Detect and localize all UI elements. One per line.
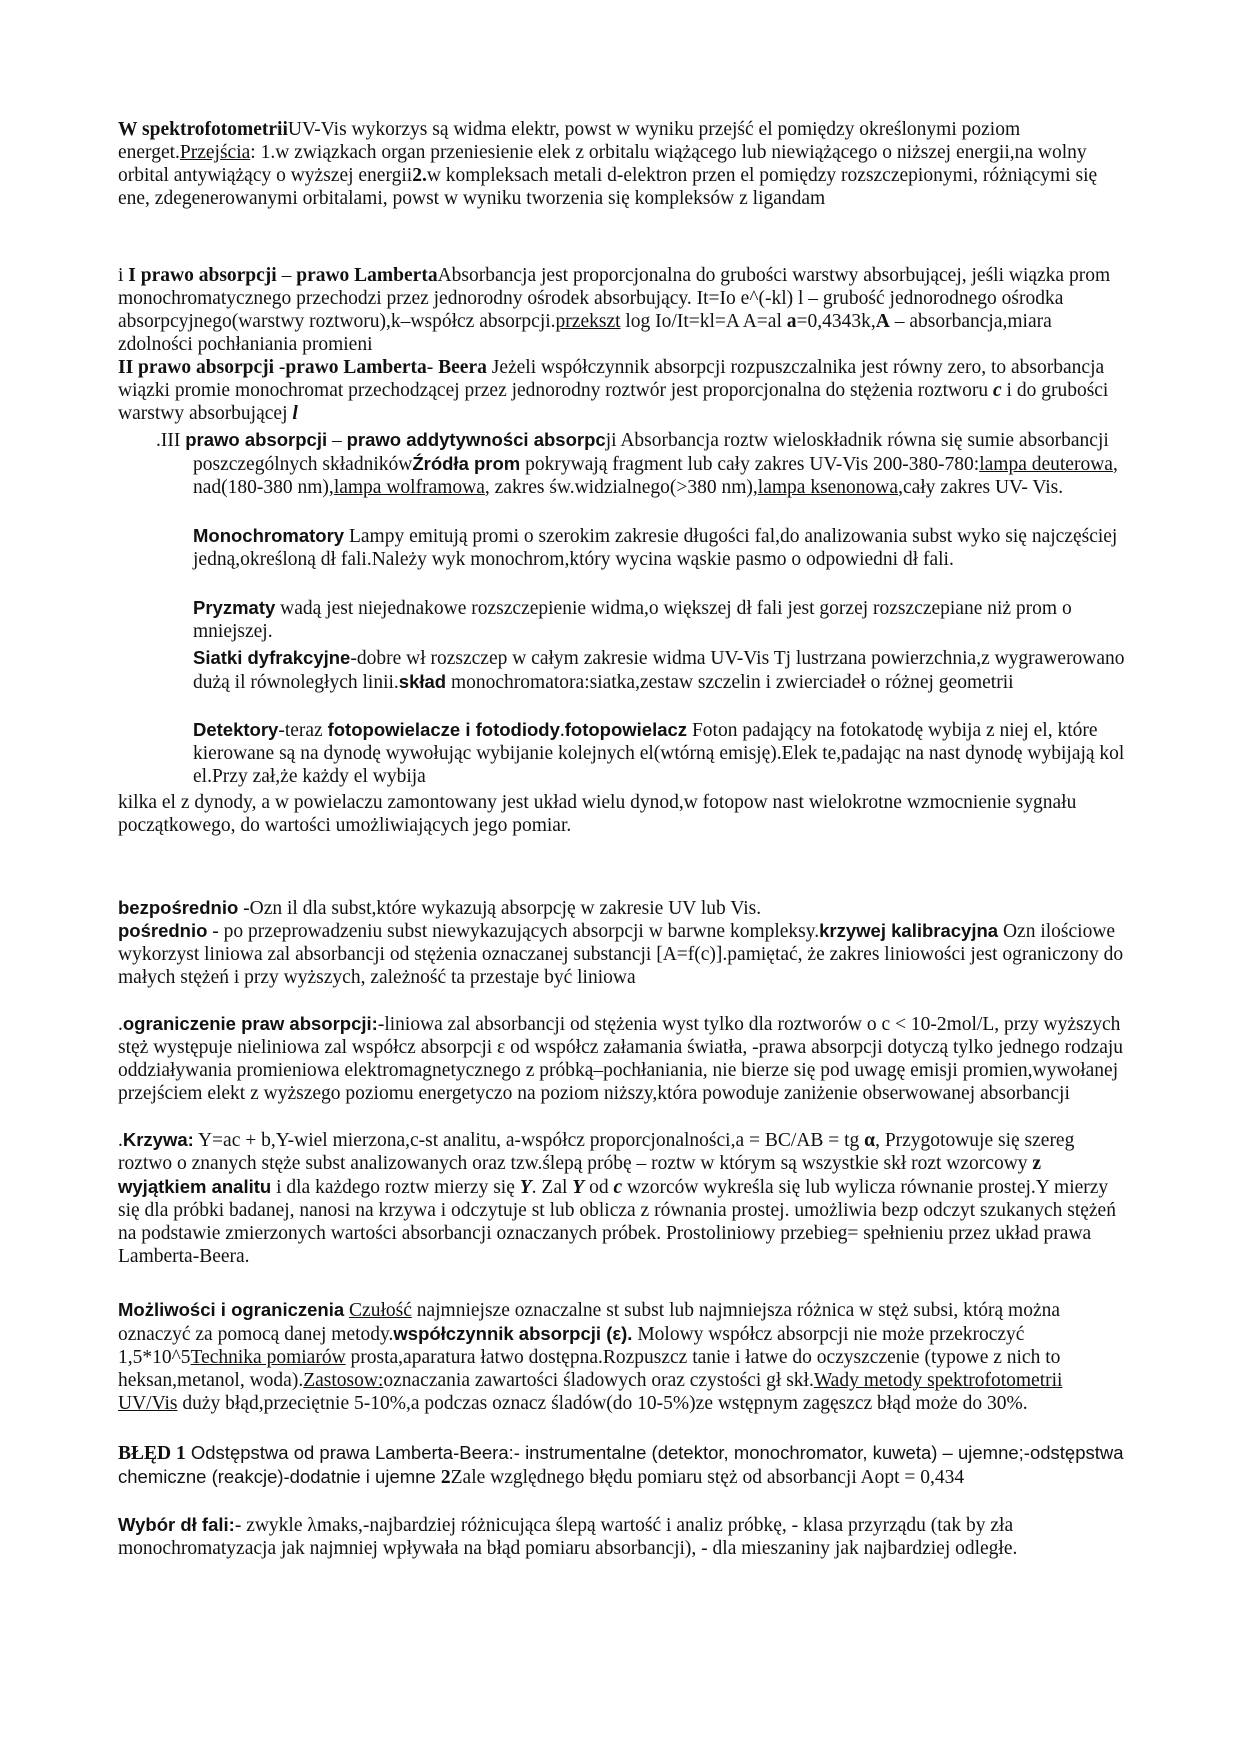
text-run: l [292,403,298,424]
term-detektory: Detektory [193,719,279,740]
term-bezposrednio: bezpośrednio [118,897,239,918]
text-run: UV-Vis wykorzys są widma elektr, powst w wyniku przejść el pomiędzy określonymi poziom energet. [118,119,1021,163]
lamp-xenon: lampa ksenonowa [757,477,899,498]
text-run: - [426,357,439,378]
term-monochromatory: Monochromatory [193,525,345,546]
paragraph-possibilities [118,1298,1126,1415]
text-run: . [118,1014,123,1035]
text-run: c [613,1177,623,1198]
text-run: prosta,aparatura łatwo dostępna.Rozpuszcz tanie i łatwe do oczyszczenie (typowe z nich to heksan,metanol, woda). [118,1347,1061,1391]
paragraph-photomultiplier [118,791,1126,837]
text-run: skład [398,671,447,692]
text-run: , zakres św.widzialnego(>380 nm), [484,477,758,498]
text-run: α [864,1130,876,1151]
term-third-law: prawo absorpcji [185,429,328,450]
term-lambert-law: prawo Lamberta [296,265,438,286]
text-run: prawo Lamberta [285,357,427,378]
paragraph-wavelength [118,1513,1126,1560]
text-run: wadą jest niejednakowe rozszczepienie widma,o większej dł fali jest gorzej rozszczepiane niż prom o mniejszej. [193,598,1072,642]
text-run: . [559,720,565,741]
paragraph-gratings [193,646,1126,694]
text-run: Absorbancja jest proporcjonalna do grubości warstwy absorbującej, jeśli wiązka prom monochromatycznego przechodzi przez jednorodny ośrodek absorbujący. It=Io e^(-kl) l – grubość jednorodnego ośrodka absorpcyjnego(warstwy roztworu),k–współcz absorpcji. [118,265,1111,332]
text-run: - [274,357,286,378]
lamp-tungsten: lampa wolframowa [333,477,485,498]
text-run: najmniejsze oznaczalne st subst lub najmniejsza różnica w stęż subsi, którą można oznaczyć za pomocą danej metody. [118,1300,1061,1345]
text-run: Odstępstwa od prawa Lamberta-Beera:- instrumentalne (detektor, monochromator, kuweta) – ujemne;-odstępstwa chemiczne (reakcje)-dodatnie i ujemne [118,1442,1124,1487]
term-czulosc: Czułość [349,1300,412,1321]
term-spektrofotometrii: W spektrofotometrii [118,119,288,140]
term-second-law: II prawo absorpcji [118,357,275,378]
term-first-law: I prawo absorpcji [128,265,277,286]
text-run: Foton padający na fotokatodę wybija z niej el, które kierowane są na dynodę wywołując wybijanie kolejnych el(wtórną emisję).Elek te,padając na nast dynodę wybijają kol el.Przy zał,że każdy el wybija [193,720,1125,787]
paragraph-curve [118,1128,1126,1268]
lamp-deuterium: lampa deuterowa [979,454,1113,475]
text-run: Ozn ilościowe wykorzyst liniowa zal absorbancji od stężenia oznaczanej substancji [A=f(c)].pamiętać, że zakres liniowości jest ograniczony do małych stężeń i przy wyższych, zależność ta przestaje być liniowa [118,921,1124,988]
text-run: i dla każdego roztw mierzy się [271,1177,520,1198]
paragraph-third-law [156,428,1126,499]
text-run: c [993,380,1002,401]
text-run: -liniowa zal absorbancji od stężenia wyst tylko dla roztworów o c < 10-2mol/L, przy wyższych stęż występuje nieliniowa zal współcz absorpcji ε od współcz załamania światła, -prawa absorpcji dotyczą tylko jednego rodzaju oddziaływania promieniowa elektromagnetycznego z próbką–pochłaniania, nie bierze się pod uwagę emisji promien,wywołanej przejściem elekt z wyższego poziomu energetyczo na poziom niższy,która powoduje zaniżenie obserwowanej absorbancji [118,1014,1124,1104]
text-run: oznaczania zawartości śladowych oraz czystości gł skł. [383,1370,814,1391]
term-krzywa: Krzywa: [122,1129,194,1150]
text-run: – [276,265,297,286]
term-pryzmaty: Pryzmaty [193,597,276,618]
text-run: przekszt [555,311,621,332]
text-run: kilka el z dynody, a w powielaczu zamontowany jest układ wielu dynod,w fotopow nast wielokrotne wzmocnienie sygnału początkowego, do wartości umożliwiających jego pomiar. [118,792,1077,836]
text-run: Wady metody spektrofotometrii UV/Vis [118,1370,1063,1414]
text-run: Lampy emitują promi o szerokim zakresie długości fal,do analizowania subst wyko się najczęściej jedną,określoną dł fali.Należy wyk monochrom,który wycina wąskie pasmo o odpowiedni dł fali. [193,526,1118,570]
paragraph-second-law [118,356,1126,425]
text-run: , Przygotowuje się szereg roztwo o znanych stęże subst analizowanych oraz tzw.ślepą próbę – roztw w którym są wszystkie skł rozt wzorcowy [118,1130,1075,1174]
text-run: fotopowielacze i fotodiody [327,719,560,740]
term-posrednio: pośrednio [118,920,208,941]
text-run: fotopowielacz [564,719,688,740]
term-krzywej-kalibracyjna: krzywej kalibracyjna [819,920,999,941]
text-run: pokrywają fragment lub cały zakres UV-Vis 200-380-780: [520,454,980,475]
text-run: A [875,311,890,332]
text-run: ji Absorbancja roztw wieloskładnik równa się sumie absorbancji poszczególnych składników [193,430,1109,475]
paragraph-error [118,1441,1126,1489]
term-wybor-dl-fali: Wybór dł fali: [118,1514,235,1535]
text-run: – [327,430,347,451]
text-run: -teraz [278,720,328,741]
text-run: . [118,1130,123,1151]
text-run: – absorbancja,miara zdolności pochłaniania promieni [118,311,1052,355]
text-run: od [584,1177,614,1198]
text-run: : 1.w związkach organ przeniesienie elek z orbitalu wiążącego lub niewiążącego o niższej energii,na wolny orbital antywiążący o wyższej energii [118,142,1087,186]
text-run: monochromatora:siatka,zestaw szczelin i zwierciadeł o różnej geometrii [446,672,1014,693]
text-run: z [1032,1153,1042,1174]
text-run: i do grubości warstwy absorbującej [118,380,1109,424]
text-run: - zwykle λmaks,-najbardziej różnicująca ślepą wartość i analiz próbkę, - klasa przyrządu (tak by zła monochromatyzacja jak najmniej wpływała na błąd pomiaru absorbancji), - dla mieszaniny jak najbardziej odległe. [118,1515,1018,1559]
term-wspolczynnik: współczynnik absorpcji (ε). [393,1323,633,1344]
text-run: Zastosow: [303,1370,384,1391]
text-run: Jeżeli współczynnik absorpcji rozpuszczalnika jest równy zero, to absorbancja wiązki promie monochromat przechodzącej przez jednorodny roztwór jest proporcjonalna do stężenia roztworu [118,357,1105,401]
text-run: -Ozn il dla subst,które wykazują absorpcję w zakresie UV lub Vis. [238,898,762,919]
text-run: . Zal [531,1177,573,1198]
term-blad: BŁĘD 1 [118,1443,186,1464]
text-run: wzorców wykreśla się lub wylicza równanie prostej.Y mierzy się dla próbki badanej, nanosi na krzywa i odczytuje st lub oblicza z równania prostej. umożliwia bezp odczyt szukanych stężeń na podstawie zmierzonych wartości absorbancji oznaczanych próbek. Prostoliniowy przebieg= spełnieniu przez układ prawa Lamberta-Beera. [118,1177,1116,1267]
text-run: wyjątkiem analitu [118,1176,272,1197]
paragraph-detectors [193,718,1126,788]
text-run: ,cały zakres UV- Vis. [898,477,1064,498]
text-run: Molowy współcz absorpcji nie może przekroczyć 1,5*10^5 [118,1324,1025,1368]
paragraph-indirect [118,919,1126,989]
term-mozliwosci: Możliwości i ograniczenia [118,1299,345,1320]
text-run: =0,4343k, [796,311,876,332]
text-run: duży błąd,przeciętnie 5-10%,a podczas oznacz śladów(do 10-5%)ze wstępnym zagęszcz błąd może do 30%. [177,1393,1028,1414]
text-run: 2. [412,165,427,186]
text-run: 2 [440,1467,451,1488]
paragraph-direct [118,896,1126,920]
paragraph-first-law [118,264,1126,356]
term-siatki: Siatki dyfrakcyjne [193,647,351,668]
text-run: log Io/It=kl=A A=al [620,311,787,332]
text-run: a [786,311,797,332]
paragraph-prisms [193,596,1126,643]
paragraph-monochromators [193,524,1126,571]
text-run: - po przeprowadzeniu subst niewykazujących absorpcji w barwne kompleksy. [207,921,820,942]
text-run: Technika pomiarów [190,1347,346,1368]
text-run: Y [519,1177,532,1198]
text-run: Y=ac + b,Y-wiel mierzona,c-st analitu, a-współcz proporcjonalności,a = BC/AB = tg [193,1130,865,1151]
term-ograniczenie: ograniczenie praw absorpcji: [122,1013,378,1034]
text-run: Zale względnego błędu pomiaru stęż od absorbancji Aopt = 0,434 [450,1467,965,1488]
term-zrodla-prom: Źródła prom [412,453,521,474]
paragraph-limitations [118,1012,1126,1105]
text-run: w kompleksach metali d-elektron przen el pomiędzy rozszczepionymi, różniącymi się ene, zdegenerowanymi orbitalami, powst w wyniku tworzenia się kompleksów z ligandam [118,165,1098,209]
term-przejscia: Przejścia [179,142,251,163]
paragraph-uv-vis-intro [118,118,1126,210]
text-run: -dobre wł rozszczep w całym zakresie widma UV-Vis Tj lustrzana powierzchnia,z wygrawerowano dużą il równoległych linii. [193,648,1125,693]
text-run: Y [572,1177,585,1198]
text-run: prawo addytywności absorpc [346,429,606,450]
text-run: , nad(180-380 nm), [193,454,1118,498]
text-run: .III [156,430,186,451]
text-run: i [118,265,129,286]
text-run: Beera [438,357,487,378]
